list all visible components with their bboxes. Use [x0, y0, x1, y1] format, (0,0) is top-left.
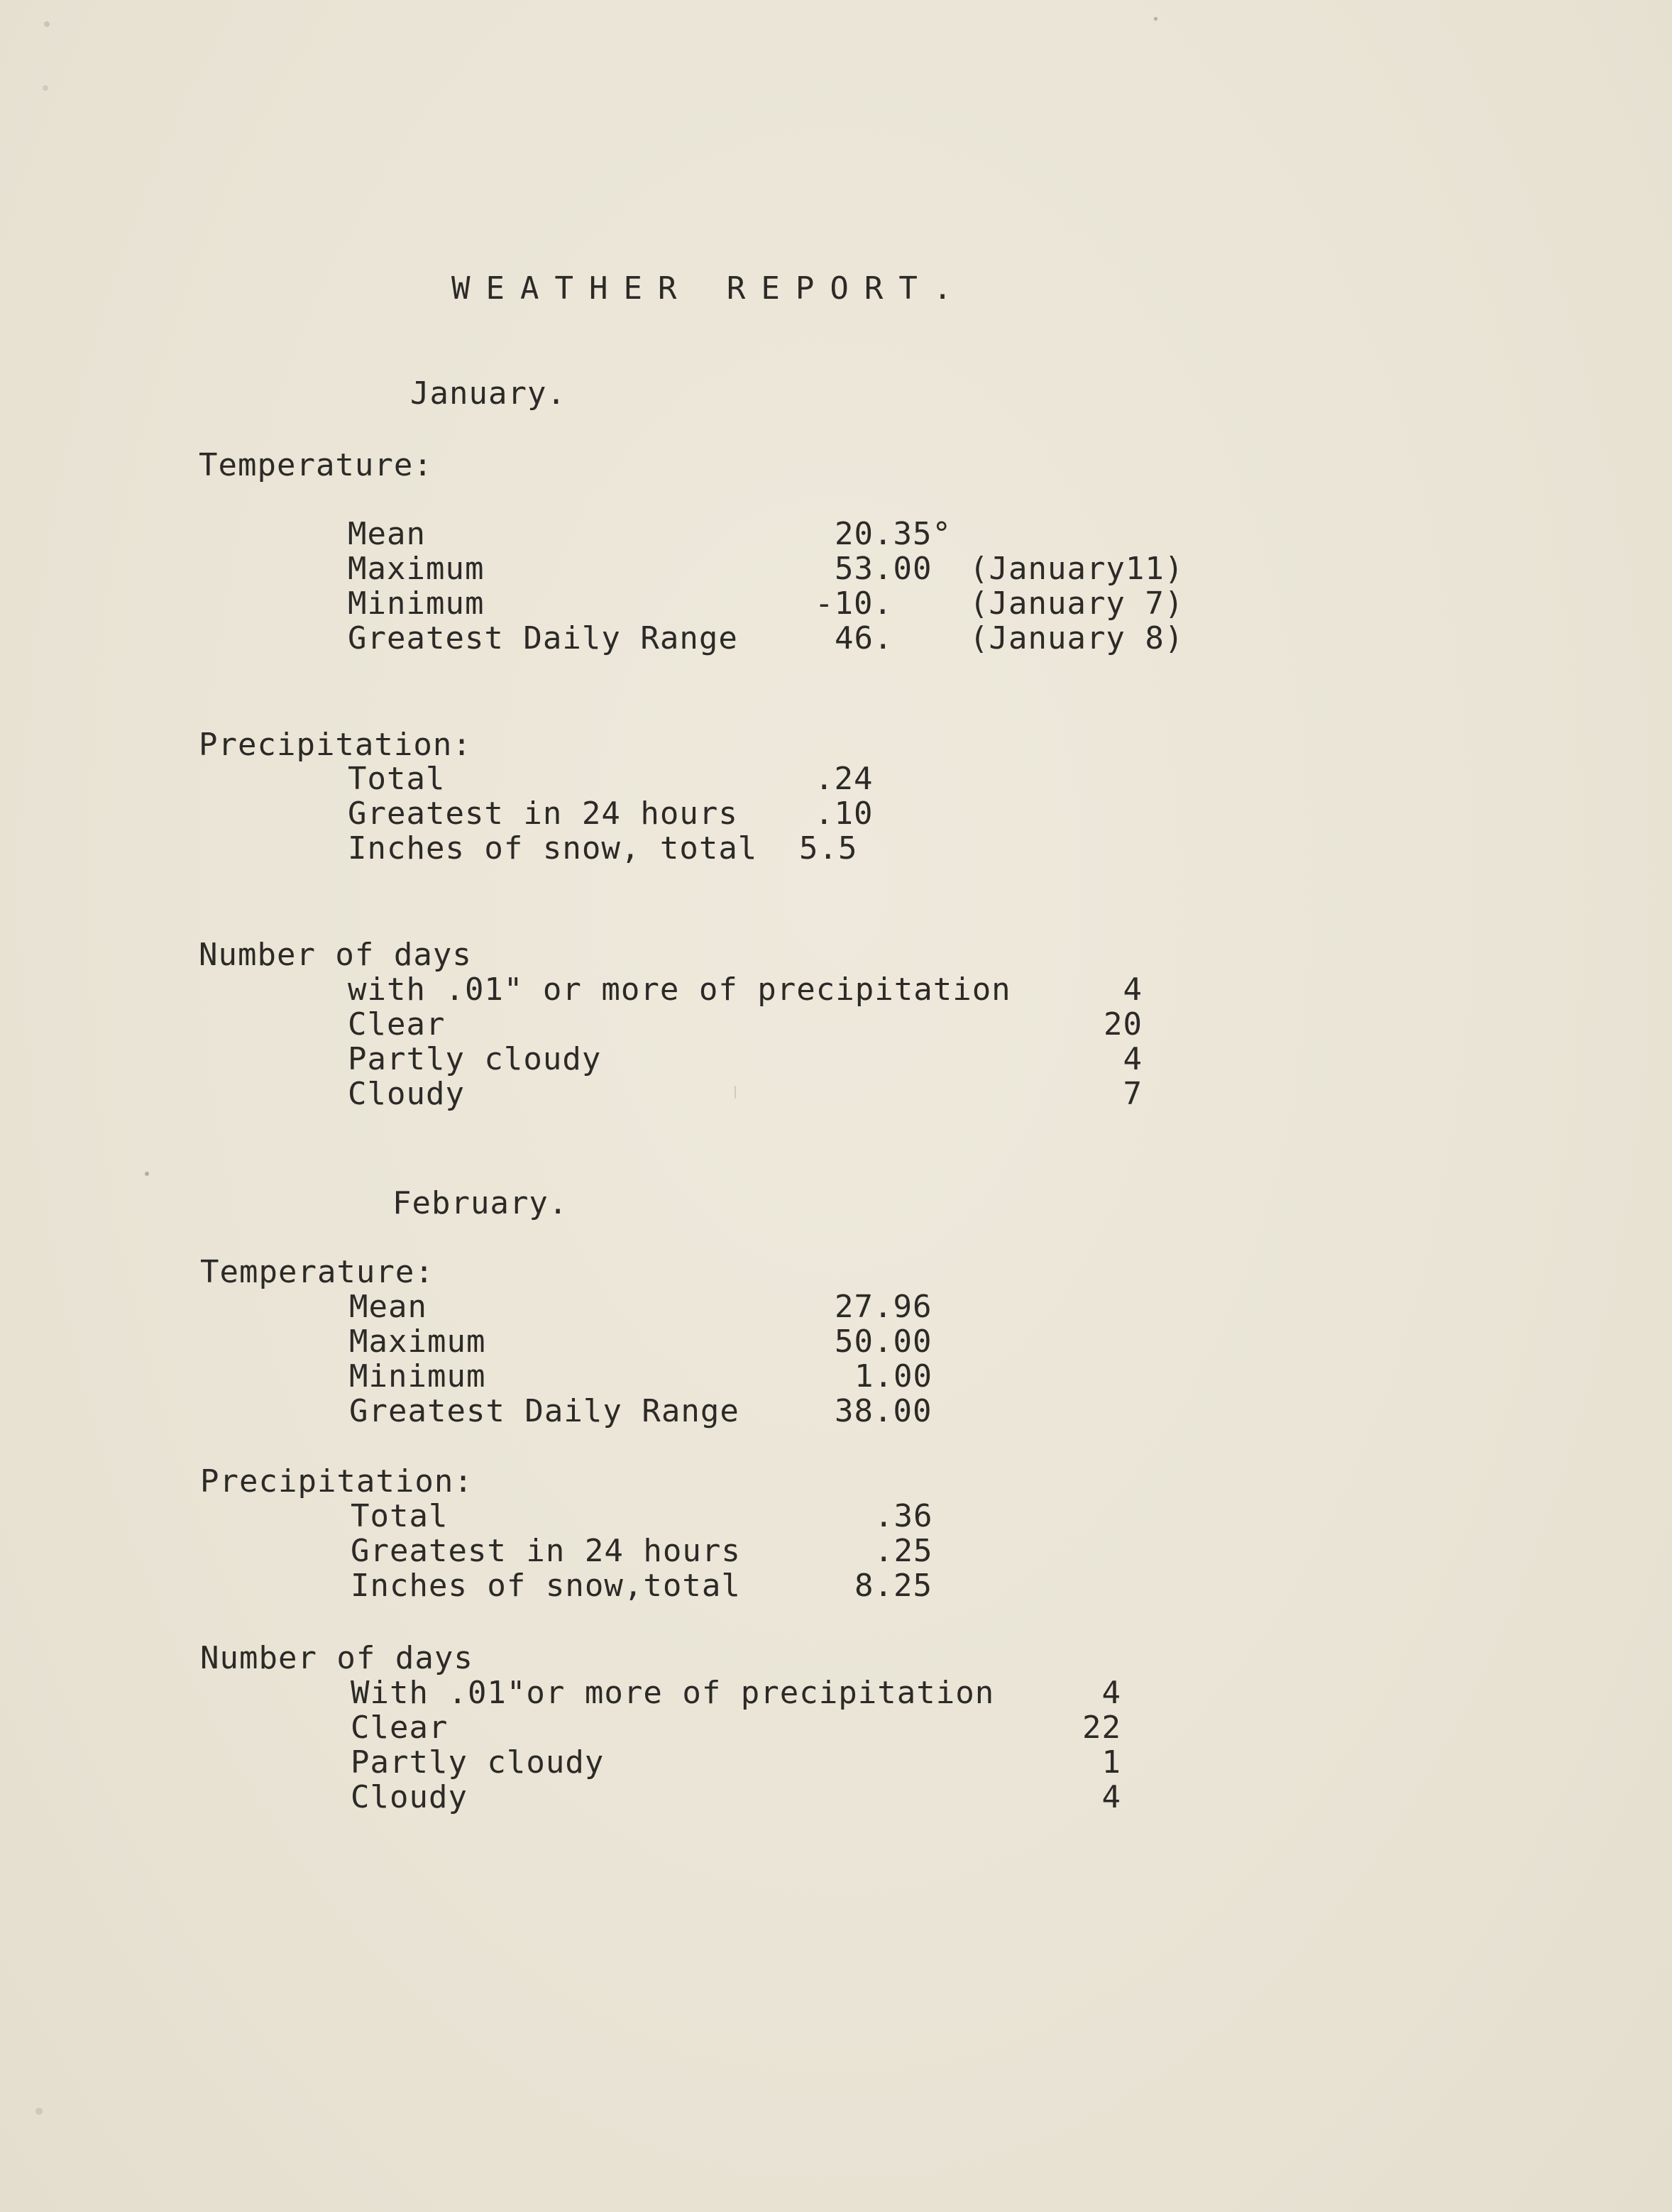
january-days-clear-label: Clear — [348, 1006, 446, 1042]
january-temp-max-label: Maximum — [348, 551, 485, 587]
paper-speck — [735, 1086, 736, 1099]
january-days-precip-label: with .01" or more of precipitation — [348, 972, 1011, 1008]
january-precip-total-value: .24 — [815, 761, 874, 797]
february-days-clear-label: Clear — [351, 1710, 449, 1746]
february-days-label: Number of days — [200, 1640, 473, 1676]
february-temp-min-label: Minimum — [349, 1358, 486, 1394]
february-days-partly-value: 1 — [1101, 1744, 1121, 1781]
february-temperature-label: Temperature: — [200, 1254, 434, 1290]
february-days-cloudy-value: 4 — [1101, 1779, 1121, 1815]
paper-speck — [35, 2108, 43, 2115]
february-days-precip-value: 4 — [1101, 1675, 1121, 1711]
february-precip-total-label: Total — [351, 1498, 449, 1534]
february-days-clear-value: 22 — [1082, 1710, 1121, 1746]
january-precipitation-label: Precipitation: — [199, 727, 472, 763]
january-heading: January. — [410, 375, 566, 412]
paper-speck — [43, 85, 48, 91]
paper-speck — [1154, 17, 1157, 21]
february-days-precip-label: With .01"or more of precipitation — [351, 1675, 995, 1711]
january-days-cloudy-label: Cloudy — [348, 1076, 465, 1112]
january-days-cloudy-value: 7 — [1123, 1076, 1143, 1112]
january-precip-snow-value: 5.5 — [799, 830, 858, 866]
january-temperature-label: Temperature: — [199, 447, 433, 483]
january-precip-total-label: Total — [348, 761, 446, 797]
january-temp-range-label: Greatest Daily Range — [348, 620, 738, 656]
january-precip-snow-label: Inches of snow, total — [348, 830, 758, 866]
february-precip-24h-label: Greatest in 24 hours — [351, 1533, 741, 1569]
paper-speck — [145, 1172, 149, 1176]
february-temp-min-value: 1.00 — [854, 1358, 933, 1394]
report-title: WEATHER REPORT. — [451, 270, 968, 307]
february-temp-max-value: 50.00 — [835, 1324, 933, 1360]
january-precip-24h-label: Greatest in 24 hours — [348, 796, 738, 832]
january-temp-min-value: -10. — [815, 585, 893, 622]
january-days-label: Number of days — [199, 937, 472, 973]
january-precip-24h-value: .10 — [815, 796, 874, 832]
february-days-cloudy-label: Cloudy — [351, 1779, 468, 1815]
february-precipitation-label: Precipitation: — [200, 1463, 473, 1500]
january-temp-mean-label: Mean — [348, 516, 426, 552]
january-temp-mean-value: 20.35° — [835, 516, 952, 552]
january-temp-min-note: (January 7) — [969, 585, 1184, 622]
february-temp-range-value: 38.00 — [835, 1393, 933, 1429]
january-temp-max-value: 53.00 — [835, 551, 933, 587]
february-precip-snow-value: 8.25 — [854, 1568, 933, 1604]
february-temp-mean-value: 27.96 — [835, 1289, 933, 1325]
january-temp-range-value: 46. — [835, 620, 893, 656]
february-precip-24h-value: .25 — [874, 1533, 933, 1569]
february-temp-range-label: Greatest Daily Range — [349, 1393, 739, 1429]
february-temp-mean-label: Mean — [349, 1289, 427, 1325]
january-days-partly-label: Partly cloudy — [348, 1041, 602, 1077]
paper-speck — [44, 21, 50, 27]
january-temp-min-label: Minimum — [348, 585, 485, 622]
january-temp-max-note: (January11) — [969, 551, 1184, 587]
january-days-partly-value: 4 — [1123, 1041, 1143, 1077]
february-temp-max-label: Maximum — [349, 1324, 486, 1360]
february-precip-total-value: .36 — [874, 1498, 933, 1534]
february-heading: February. — [392, 1185, 568, 1221]
february-precip-snow-label: Inches of snow,total — [351, 1568, 741, 1604]
january-days-clear-value: 20 — [1104, 1006, 1143, 1042]
january-days-precip-value: 4 — [1123, 972, 1143, 1008]
january-temp-range-note: (January 8) — [969, 620, 1184, 656]
february-days-partly-label: Partly cloudy — [351, 1744, 605, 1781]
